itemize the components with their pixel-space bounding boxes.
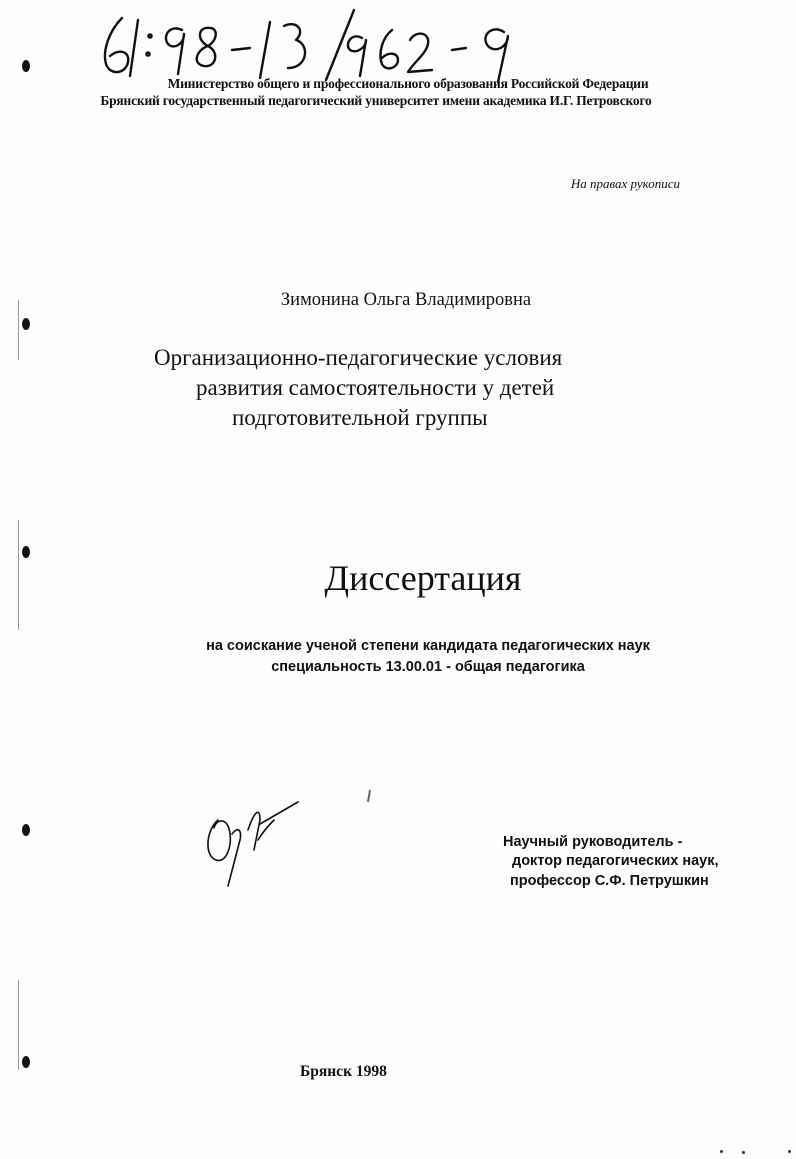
scan-artifact	[367, 790, 371, 802]
university-line: Брянский государственный педагогический университет имени академика И.Г. Петровского	[100, 93, 652, 108]
rights-note: На правах рукописи	[570, 176, 680, 191]
binding-hole	[22, 1056, 30, 1068]
scan-edge-mark	[18, 520, 19, 630]
supervisor-degree: доктор педагогических наук,	[512, 853, 719, 869]
binding-hole	[22, 318, 30, 330]
degree-line-1: на соискание ученой степени кандидата педагогических наук	[206, 638, 650, 654]
scan-dot	[742, 1151, 745, 1154]
supervisor-name: профессор С.Ф. Петрушкин	[510, 873, 709, 889]
city-year: Брянск 1998	[300, 1063, 387, 1080]
ministry-line-1: Министерство общего и профессионального образования Российской Федерации	[167, 76, 649, 91]
scan-edge-mark	[18, 300, 19, 360]
supervisor-label: Научный руководитель -	[503, 834, 683, 850]
title-line-3: подготовительной группы	[232, 405, 488, 430]
binding-hole	[22, 546, 30, 558]
scan-edge-mark	[18, 980, 19, 1070]
scan-dot	[720, 1150, 723, 1153]
title-line-2: развития самостоятельности у детей	[196, 375, 555, 400]
author-name: Зимонина Ольга Владимировна	[280, 290, 532, 310]
scan-dot	[788, 1150, 791, 1153]
binding-hole	[22, 60, 30, 72]
binding-hole	[22, 824, 30, 836]
title-line-1: Организационно-педагогические условия	[154, 345, 563, 370]
degree-line-2: специальность 13.00.01 - общая педагогика	[271, 659, 585, 675]
document-type-heading: Диссертация	[324, 558, 522, 598]
signature-icon	[198, 790, 308, 890]
handwritten-catalog-number	[92, 6, 562, 84]
